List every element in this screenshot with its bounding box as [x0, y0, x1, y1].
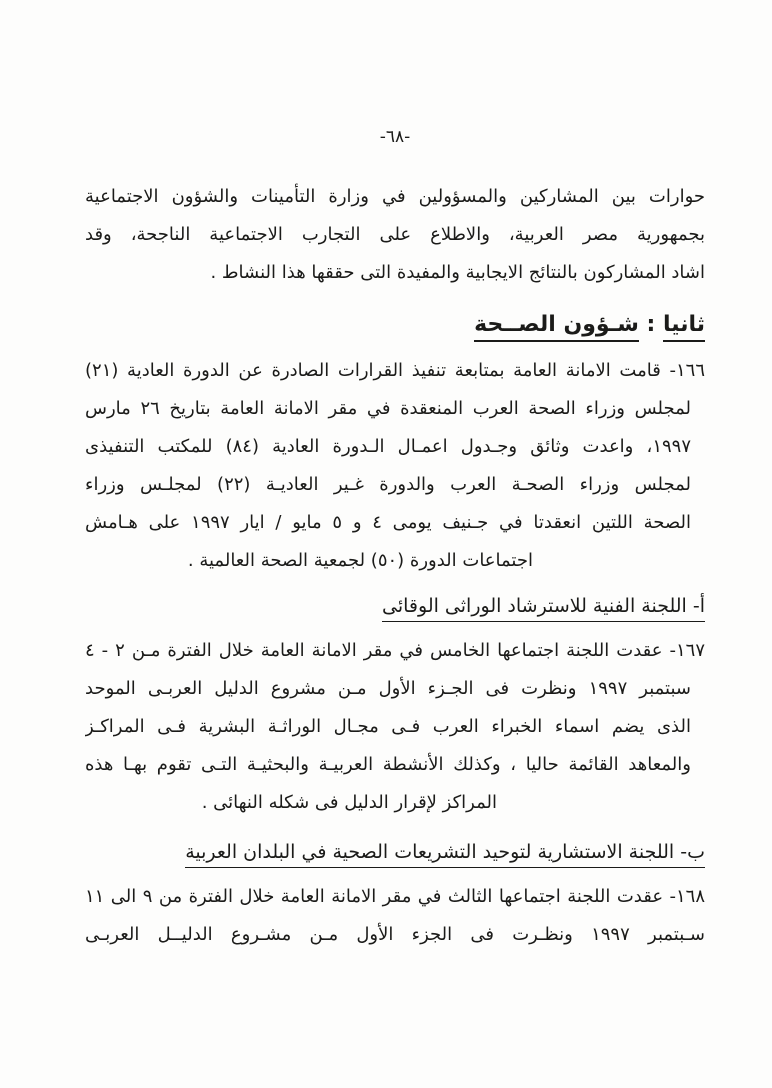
intro-line-3: اشاد المشاركون بالنتائج الايجابية والمفيدة التى حققها هذا النشاط .	[210, 262, 705, 283]
intro-line-2: بجمهورية مصر العربية، والاطلاع على التجارب الاجتماعية الناجحة، وقد	[85, 224, 705, 245]
subheading-b	[85, 834, 705, 876]
paragraph-168	[85, 878, 705, 954]
item-166-line-2: لمجلس وزراء الصحة العرب المنعقدة في مقر الامانة العامة بتاريخ ٢٦ مارس	[85, 398, 692, 419]
paragraph-167	[85, 632, 705, 822]
item-166-line-5: الصحة اللتين انعقدتا في جـنيف يومى ٤ و ٥ مايو / ايار ١٩٩٧ على هـامش	[85, 512, 691, 533]
item-168-line-1: ١٦٨- عقدت اللجنة اجتماعها الثالث في مقر الامانة العامة خلال الفترة من ٩ الى ١١	[85, 886, 705, 907]
subheading-a	[85, 588, 705, 630]
subheading-a-text: أ- اللجنة الفنية للاسترشاد الوراثى الوقائى	[382, 595, 705, 622]
subheading-b-text: ب- اللجنة الاستشارية لتوحيد التشريعات الصحية في البلدان العربية	[185, 841, 705, 868]
section-heading-separator: :	[638, 312, 663, 337]
item-167-line-4: والمعاهد القائمة حاليا ، وكذلك الأنشطة العربيـة والبحثيـة التـى تقوم بهـا هذه	[85, 754, 691, 775]
item-166-line-3: ١٩٩٧، واعدت وثائق وجـدول اعمـال الـدورة العادية (٨٤) للمكتب التنفيذى	[85, 436, 691, 457]
item-166-line-6: اجتماعات الدورة (٥٠) لجمعية الصحة العالمية .	[187, 550, 533, 571]
item-166-line-1: ١٦٦- قامت الامانة العامة بمتابعة تنفيذ القرارات الصادرة عن الدورة العادية (٢١)	[85, 360, 705, 381]
intro-paragraph	[85, 178, 705, 292]
item-167-line-3: الذى يضم اسماء الخبراء العرب فـى مجـال الوراثـة البشرية فـى المراكـز	[85, 716, 691, 737]
text-column	[85, 126, 705, 954]
item-168-line-2: سـبتمبر ١٩٩٧ ونظـرت فى الجزء الأول مـن مشـروع الدليــل العربـى	[85, 924, 705, 945]
page-number: -٦٨-	[379, 127, 411, 147]
paragraph-166	[85, 352, 705, 580]
item-167-line-1: ١٦٧- عقدت اللجنة اجتماعها الخامس في مقر الامانة العامة خلال الفترة مـن ٢ - ٤	[85, 640, 705, 661]
section-heading-label: ثانيا	[663, 312, 705, 342]
section-heading	[85, 306, 705, 350]
item-166-line-4: لمجلس وزراء الصحـة العرب والدورة غـير العاديـة (٢٢) لمجلـس وزراء	[85, 474, 692, 495]
intro-line-1: حوارات بين المشاركين والمسؤولين في وزارة التأمينات والشؤون الاجتماعية	[85, 186, 705, 207]
section-heading-title: شـؤون الصــحة	[474, 312, 639, 342]
item-167-line-5: المراكز لإقرار الدليل فى شكله النهائى .	[201, 792, 497, 813]
item-167-line-2: سبتمبر ١٩٩٧ ونظرت فى الجـزء الأول مـن مشروع الدليل العربـى الموحد	[85, 678, 692, 699]
